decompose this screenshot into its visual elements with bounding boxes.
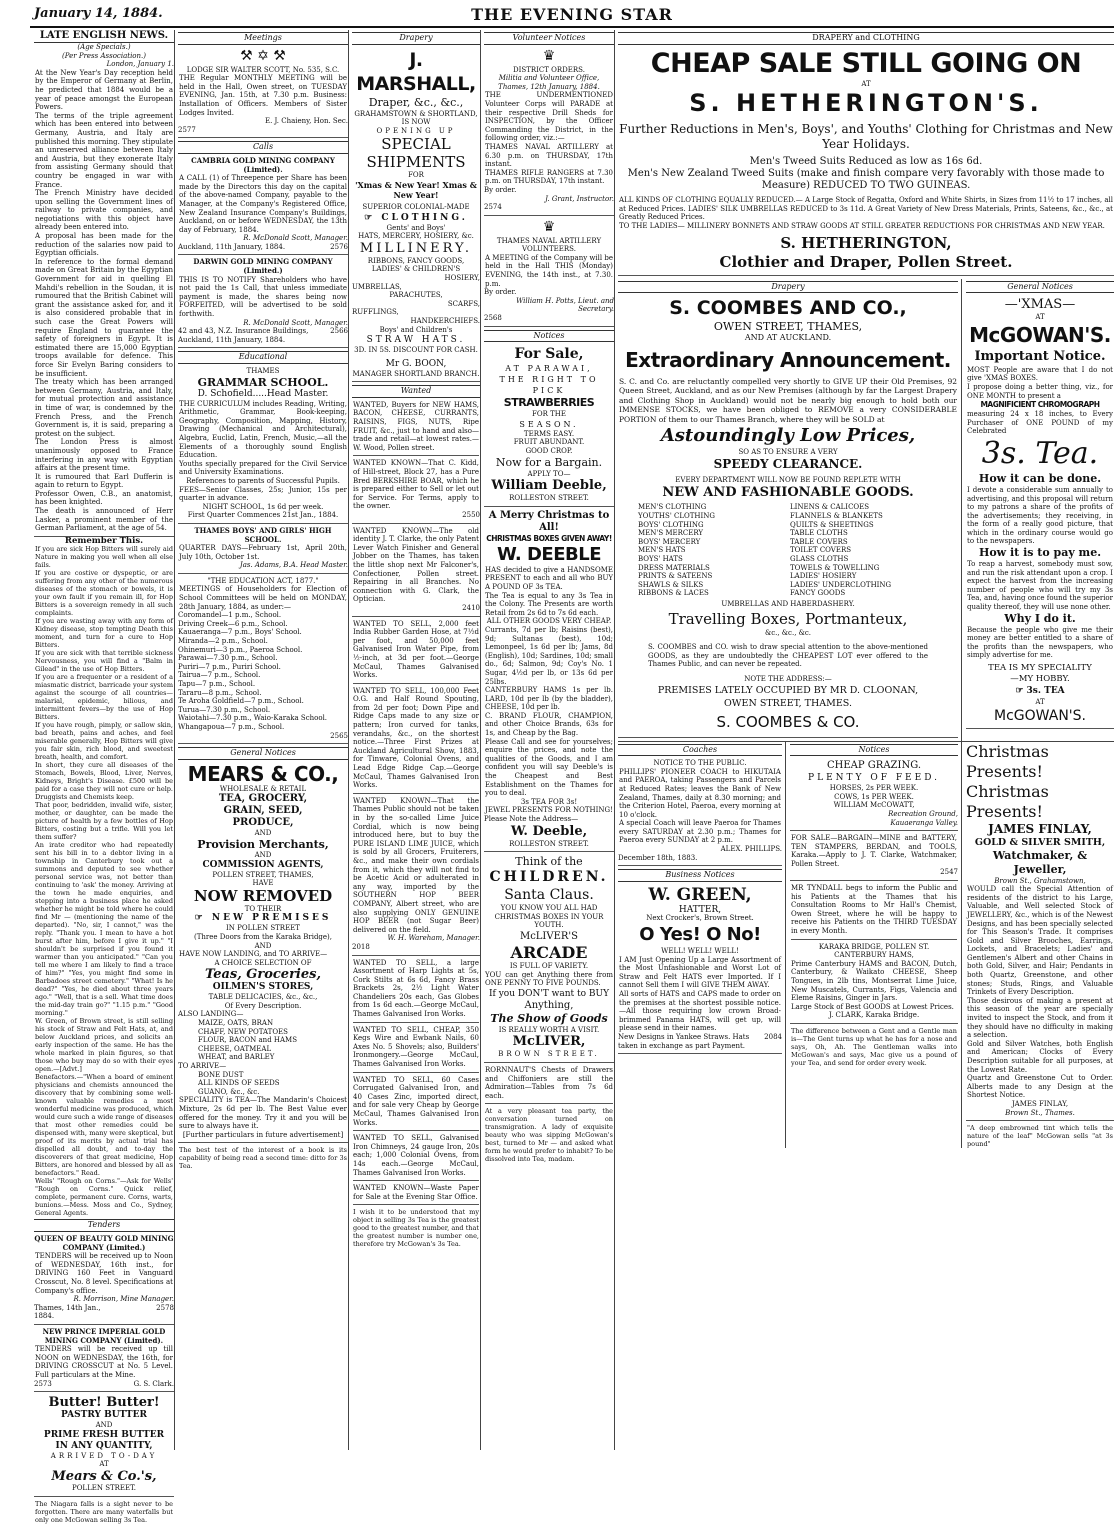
remember-paragraph: If you are wasting away with any form of Kidney disease, stop tempting Death this moment, and turn for a cure to Hop Bitters. (35, 617, 173, 650)
news-paragraph: A proposal has been made for the reduction of the salaries now paid to Egyptian officials. (35, 232, 173, 258)
section-header-notices2: Notices (790, 744, 958, 757)
news-title: LATE ENGLISH NEWS. (34, 30, 174, 43)
section-header-meetings: Meetings (178, 32, 348, 45)
mears-ad: MEARS & CO., WHOLESALE & RETAIL TEA, GROCERY, GRAIN, SEED, PRODUCE, AND Provision Merchants, AND COMMISSION AGENTS, POLLEN STREET, THAMES, HAVE NOW REMOVED TO THEIR ☞ NEW PREMISES IN POLLEN STREET (Three Doors from the Karaka Bridge), AND HAVE NOW LANDING, and TO ARRIVE— A CHOICE SELECTION OF Teas, Groceries, OILMEN'S STORES, TABLE DELICACIES, &c., &c., Of Every Description. ALSO LANDING— MAIZE, OATS, BRAN CHAFF, NEW POTATOES FLOUR, BACON and HAMS CHEESE, OATMEAL WHEAT, and BARLEY TO ARRIVE— BONE DUST ALL KINDS OF SEEDS GUANO, &c., &c. SPECIALITY is TEA—The Mandarin's Choicest Mixture, 2s 6d per lb. The Best Value ever offered for the money. Try it and you will be sure to always have it. [Further particulars in future advertisement] (178, 763, 348, 1144)
coaches-business-column (618, 742, 786, 1149)
cambria-call: CAMBRIA GOLD MINING COMPANY (Limited). A CALL (1) of Threepence per Share has been made by the Directors this day on the capital of the above-named Company, payable to the Manager, at the Company's Registered Office, New Zealand Insurance Company's Buildings, Auckland, on or before WEDNESDAY, the 13th day of February, 1884. R. McDonald Scott, Manager. Auckland, 11th January, 1884. 2576 (178, 157, 348, 256)
news-paragraph: The treaty which has been arranged between Germany, Austria, and Italy, for mutual protection and assistance in time of war, is condemned by the French Press, and the French Government is, it is said, preparing a protest on the subject. (35, 378, 173, 438)
news-paragraph: The London Press is almost unanimously opposed to France interfering in any way with Egyptian affairs at the present time. (35, 438, 173, 473)
news-sub1: (Age Specials.) (77, 43, 131, 51)
darwin-notice: DARWIN GOLD MINING COMPANY (Limited.) THIS IS TO NOTIFY Shareholders who have not paid the 1s Call, that unless immediate payment is made, the shares being now FORFEITED, will be advertised to be sold forthwith. R. McDonald Scott, Manager. 42 and 43, N.Z. Insurance Buildings, Auckland, 11th January, 1884. 2566 (178, 258, 348, 348)
section-header-coaches: Coaches (618, 744, 782, 757)
remember-paragraph: If you are a frequenter or a resident of a miasmatic district, barricade your system against the scourge of all countries—malarial, epidemic, bilious, and intermittent fevers—by the use of Hop Bitters. (35, 673, 173, 722)
rornaut-ad: RORNNAUT'S Chests of Drawers and Chiffoniers are still the Admiration—Tables from 7s 6d each. (485, 1066, 613, 1104)
column-drapery (352, 30, 481, 1450)
advt-paragraph: Benefactors.—"When a board of eminent physicians and chemists announced the discovery that by combining some well-known valuable remedies a most wonderful medicine was produced, which would cure such a wide range of diseases that most other remedies could be dispensed with, many were skeptical, but proof of its merits by actual trial has dispelled all doubt, and to-day the discoverers of that great medicine, Hop Bitters, are honored and blessed by all as benefactors." Read. (35, 1073, 173, 1178)
wanted-ad: WANTED, Buyers for NEW HAMS, BACON, CHEESE, CURRANTS, RAISINS, FIGS, NUTS, Ripe FRUIT, &c., just to hand and also—trade and retail—at lowest rates.—W. Wood, Pollen street. (353, 401, 479, 457)
grazing-ad: CHEAP GRAZING. PLENTY OF FEED. HORSES, 2s PER WEEK. COWS, 1s PER WEEK. WILLIAM McCOWATT, Recreation Ground, Kauaeranga Valley. (790, 759, 958, 831)
coach-notice: NOTICE TO THE PUBLIC. PHILLIPS' PIONEER COACH to HIKUTAIA and PAEROA, taking Passengers and Parcels at Reduced Rates; leaves the Bank of New Zealand, Thames, daily at 8.30 morning; and the Criterion Hotel, Paeroa, every morning at 10 o'clock. A special Coach will leave Paeroa for Thames every SATURDAY at 2.30 p.m.; Thames for Paeroa every SUNDAY at 2 p.m. ALEX. PHILLIPS. December 18th, 1883. (618, 759, 782, 866)
news-paragraph: The terms of the triple agreement which has been entered into between Germany, Austria, and Italy are published this morning. They stipulate an unreserved alliance between Italy and Austria, but they exonerate Italy from assisting Germany should that country be engaged in war with France. (35, 111, 173, 189)
mine-sale-ad: FOR SALE—BARGAIN—MINE and BATTERY, TEN STAMPERS, BERDAN, and TOOLS, Karaka.—Apply to J. T. Clarke, Watchmaker, Pollen Street. 2547 (790, 834, 958, 881)
gent-paragraph: The difference between a Gent and a Gentle man is—The Gent turns up what he has for a nose and says, Oh, Ah. The Gentleman walks into McGowan's and says, Mac give us a pound of your Tea, and send for order every week. (791, 1026, 957, 1067)
column-news (34, 30, 175, 1524)
column-volunteer (484, 30, 615, 1450)
advt-paragraph: W. Green, of Brown street, is still selling his stock of Straw and Felt Hats, at, and below Auckland prices, and solicits an early inspection of the same. He has the whole marked in plain figures, so that those who buy may do so with their eyes open.—[Advt.] (35, 1017, 173, 1074)
education-act-notice: "THE EDUCATION ACT, 1877." MEETINGS of Householders for Election of School Committees will be held on MONDAY, 28th January, 1884, as under:— Coromandel—1 p.m., School. Driving Creek—6 p.m., School. Kauaeranga—7 p.m., Boys' School. Miranda—2 p.m., School. Ohinemuri—3 p.m., Paeroa School. Parawai—7.30 p.m., School. Puriri—7 p.m., Puriri School. Tairua—7 p.m., School. Tapu—7 p.m., School. Tararu—8 p.m., School. Te Aroha Goldfield—7 p.m., School. Turua—7.30 p.m., School. Waiotahi—7.30 p.m., Waio-Karaka School. Whangapoua—7 p.m., School. 2565 (178, 577, 348, 744)
hetherington-ad: CHEAP SALE STILL GOING ON AT S. HETHERINGTON'S. Further Reductions in Men's, Boys', and Youths' Clothing for Christmas and New Year Holidays. Men's Tweed Suits Reduced as low as 16s 6d. Men's New Zealand Tweed Suits (make and finish compare very favorably with those made to Measure) REDUCED TO TWO GUINEAS. ALL KINDS OF CLOTHING EQUALLY REDUCED.— A Large Stock of Regatta, Oxford and White Shirts, in Sizes from 11½ to 17 inches, all at Reduced Prices. LADIES' SILK UMBRELLAS REDUCED to 3s 11d. A Great Variety of New Dress Materials, Prints, Sateens, &c., &c., at Greatly Reduced Prices. TO THE LADIES— MILLINERY BONNETS AND STRAW GOODS AT STILL GREATER REDUCTIONS FOR CHRISTMAS AND NEW YEAR. S. HETHERINGTON, Clothier and Draper, Pollen Street. (618, 48, 1114, 276)
goods-list: MEN'S CLOTHING YOUTHS' CLOTHING BOYS' CLOTHING MEN'S MERCERY BOYS' MERCERY MEN'S HATS BOYS' HATS DRESS MATERIALS PRINTS & SATEENS SHAWLS & SILKS RIBBONS & LACES LINENS & CALICOES FLANNELS & BLANKETS QUILTS & SHEETINGS TABLE CLOTHS TABLE COVERS TOILET COVERS GLASS CLOTHS TOWELS & TOWELLING LADIES' HOSIERY LADIES' UNDERCLOTHING FANCY GOODS (638, 503, 892, 598)
district-orders: ♛ DISTRICT ORDERS. Militia and Volunteer Office, Thames, 12th January, 1884. THE UNDERMENTIONED Volunteer Corps will PARADE at their respective Drill Sheds for INSPECTION, by the Officer Commanding the District, in the following order, viz.:— THAMES NAVAL ARTILLERY at 6.30 p.m. on THURSDAY, 17th instant. THAMES RIFLE RANGERS at 7.30 p.m. on THURSDAY, 17th instant. By order. J. Grant, Instructor. 2574 (484, 48, 614, 216)
remember-title: Remember This. (34, 536, 174, 546)
pointing-hand-icon: ☞ (1015, 686, 1027, 696)
wanted-ad: WANTED TO SELL, a large Assortment of Harp Lights at 5s, Cork Stilts at 6s 6d, Fancy Brass Brackets 2s, 2½ Light Water Chandeliers 20s each, Gas Globes from 1s 6d each.—George McCaul, Thames Galvanised Iron Works. (353, 959, 479, 1023)
school-list: Coromandel—1 p.m., School. Driving Creek—6 p.m., School. Kauaeranga—7 p.m., Boys' School. Miranda—2 p.m., School. Ohinemuri—3 p.m., Paeroa School. Parawai—7.30 p.m., School. Puriri—7 p.m., Puriri School. Tairua—7 p.m., School. Tapu—7 p.m., School. Tararu—8 p.m., School. Te Aroha Goldfield—7 p.m., School. Turua—7.30 p.m., School. Waiotahi—7.30 p.m., Waio-Karaka School. Whangapoua—7 p.m., School. (178, 611, 328, 731)
notices-column (790, 742, 962, 1149)
anecdote-paragraph: An irate creditor who had repeatedly sent his bill in to a debtor living in a township in Canterbury took out a summons and deputed to see whether personal service was, not better than continuing to 'ask' the money. Arriving at the town he made enquiries, and stepping into a business place he asked whether he might be told where he could find Mr — (mentioning the name of the departed). "No, sir, I cannot," was the reply. "Thank you. I mean to have a hot burst after him, before I give it up." "I shouldn't be surprised if you found it warmer than you anticipated." "Can you tell me where I am likely to find a trace of him?" "Yes, you might find some in Barbadoes street cemetery." "What! Is he dead?" "Yes, he died about three years ago." "Well, that is a sell. What time does the mid-day train go?" "1.15 p.m." "Good morning." (35, 841, 173, 1018)
wanted-ad: WANTED TO SELL, 100,000 Feet O.G. and Half Round Spouting, from 2d per foot; Down Pipe and Ridge Caps made to any size or pattern; Iron curved for tanks, verandahs, &c., on the shortest notice.—Three First Prizes at Auckland Agricultural Show, 1883, for Tinware, Colonial Ovens, and Lead Edge Ridge Cap.—George McCaul, Thames Galvanised Iron Works. (353, 687, 479, 794)
section-header-notices: Notices (484, 330, 614, 343)
masthead (30, 4, 1114, 28)
news-paragraph: Professor Owen, C.B., an anatomist, has been knighted. (35, 489, 173, 507)
masonic-emblem-icon: ⚒ ✡ ⚒ (240, 47, 286, 64)
pointing-hand-icon: ☞ (364, 212, 382, 223)
section-header-wanted: Wanted (352, 385, 480, 398)
wanted-ad: WANTED TO SELL, CHEAP, 350 Kegs Wire and Ewbank Nails, 60 Axes No. 5 Shovels; also, Builders' Ironmongery.—George McCaul, Thames Galvanised Iron Works. (353, 1026, 479, 1073)
section-header-volunteer: Volunteer Notices (484, 32, 614, 45)
tender-queen-of-beauty: QUEEN OF BEAUTY GOLD MINING COMPANY (Limited.) TENDERS will be received up to Noon of WEDNESDAY, 16th inst., for DRIVING 160 Feet in Vanguard Crosscut, No. 8 level. Specifications at Company's office. R. Morrison, Mine Manager. Thames, 14th Jan., 1884. 2578 (34, 1235, 174, 1325)
wanted-ad: WANTED TO SELL, Galvanised Iron Chimneys, 24 gauge Iron, 20s each; 1,000 Colonial Ovens, from 14s each.—George McCaul, Thames Galvanised Iron Works. (353, 1134, 479, 1181)
wanted-ad: WANTED KNOWN—The old identity J. T. Clarke, the only Patent Lever Watch Finisher and General Jobber on the Thames, has taken the little shop next Mr Falconer's, Confectioner, Pollen street. Repairing in all Branches. No connection with G. Clark, the Optician. 2410 (352, 527, 480, 617)
remember-paragraph: If you are costive or dyspeptic, or are suffering from any other of the numerous diseases of the stomach or bowels, it is your own fault if you remain ill, for Hop Bitters is a sovereign remedy in all such complaints. (35, 569, 173, 618)
wish-paragraph: I wish it to be understood that my object in selling 3s Tea is the greatest good to the greatest number, and that the greatest number is number one, therefore try McGowan's 3s Tea. (353, 1208, 479, 1249)
section-header-tenders: Tenders (34, 1219, 174, 1232)
news-paragraph: At the New Year's Day reception held by the Emperor of Germany at Berlin, he predicted that 1884 would be a year of peace amongst the European Powers. (35, 68, 173, 112)
marshall-ad: J. MARSHALL, Draper, &c., &c., GRAHAMSTOWN & SHORTLAND, IS NOW OPENING UP SPECIAL SHIPMENTS FOR 'Xmas & New Year! Xmas & New Year! SUPERIOR COLONIAL-MADE ☞ CLOTHING. Gents' and Boys' HATS, MERCERY, HOSIERY, &c. MILLINERY. RIBBONS, FANCY GOODS, LADIES' & CHILDREN'S HOSIERY, UMBRELLAS, PARACHUTES, SCARFS, RUFFLINGS, HANDKERCHIEFS. Boys' and Children's STRAW HATS. 3D. IN 5S. DISCOUNT FOR CASH. Mr G. BOON, MANAGER SHORTLAND BRANCH. (352, 48, 480, 383)
tender-new-prince-imperial: NEW PRINCE IMPERIAL GOLD MINING COMPANY (Limited). TENDERS will be received up till NOON on WEDNESDAY, the 16th, for DRIVING CROSSCUT at No. 5 Level. Full particulars at the Mine. 2573 G. S. Clark. (34, 1328, 174, 1392)
remember-paragraph: That poor, bedridden, invalid wife, sister, mother, or daughter, can be made the picture of health by a few bottles of Hop Bitters, costing but a trifle. Will you let them suffer? (35, 801, 173, 842)
news-sub2: (Per Press Association.) (62, 51, 146, 60)
crown-crest-icon: ♛ (542, 218, 556, 235)
grammar-school-ad: THAMES GRAMMAR SCHOOL. D. Schofield.....Head Master. THE CURRICULUM includes Reading, Writing, Arithmetic, Grammar, Book-keeping, Geography, Composition, Mapping, History, Drawing (Mechanical and Architectural), Algebra, Euclid, Latin, French, Music,—all the Elements of a thoroughly sound English Education. Youths specially prepared for the Civil Service and University Examinations. References to parents of Successful Pupils. FEES—Senior Classes, 25s; Junior, 15s per quarter in advance. NIGHT SCHOOL, 1s 6d per week. First Quarter Commences 21st Jan., 1884. (178, 367, 348, 524)
news-paragraph: It is rumoured that Earl Dufferin is again to return to Egypt. (35, 472, 173, 490)
section-header-general-notices2: General Notices (966, 281, 1114, 294)
tea-party-paragraph: At a very pleasant tea party, the conversation turned on transmigration. A lady of exquisite beauty who was sipping McGowan's best, turned to Mr — and asked what form he would prefer to inhabit? To be dissolved into Tea, madam. (485, 1107, 613, 1164)
tyndall-ad: MR TYNDALL begs to inform the Public and his Patients at the Thames that his Consultation Rooms to Mr Hall's Chemist, Owen Street, where he will be happy to receive his Patients on the THIRD TUESDAY in every Month. (791, 884, 957, 940)
wanted-ad: WANTED KNOWN—Waste Paper for Sale at the Evening Star Office. (353, 1184, 479, 1205)
issue-date: January 14, 1884. (34, 6, 163, 21)
crown-crest-icon: ♛ (542, 47, 556, 64)
pointing-hand-icon: ☞ (194, 913, 212, 924)
finlay-column (966, 742, 1114, 1149)
wanted-ad: WANTED KNOWN—That C. Kidd, of Hill-street, Block 27, has a Pure Bred BERKSHIRE BOAR, which he is prepared either to Sell or let out for Service. For Terms, apply to the owner. 2550 (352, 459, 480, 523)
section-header-educational: Educational (178, 351, 348, 364)
butter-ad: Butter! Butter! PASTRY BUTTER AND PRIME FRESH BUTTER IN ANY QUANTITY, ARRIVED TO-DAY AT Mears & Co.'s, POLLEN STREET. (34, 1395, 174, 1496)
embrowned-paragraph: "A deep embrowned tint which tells the nature of the leaf" McGowan sells "at 3s pound" (967, 1124, 1113, 1149)
news-paragraph: The French Ministry have decided upon selling the Government lines of railway to private companies, and negotiations with this object have already been entered into. (35, 189, 173, 232)
column-clothing (618, 30, 1114, 1450)
finlay-ad: Christmas Presents! Christmas Presents! JAMES FINLAY, GOLD & SILVER SMITH, Watchmaker, & Jeweller, Brown St., Grahamstown, WOULD call the Special Attention of residents of the district to his Large, Valuable, and Well selected Stock of JEWELLERY, &c., which is of the Newest Designs, and has been specially selected for This Season's Trade. It comprises Gold and Silver Brooches, Earrings, Lockets, and Bracelets; Ladies' and Gentlemen's Albert and other Chains in both Gold, Silver, and Hair; Pendants in both Quartz, Greenstone, and other stones; Studs, Rings, and Valuable Trinkets of Every Description. Those desirous of making a present at this season of the year are specially invited to inspect the Stock, and from it they should have no difficulty in making a selection. Gold and Silver Watches, both English and American; Clocks of Every Description suitable for all purposes, at the Lowest Rate. Quartz and Greenstone Cut to Order. Alberts made to any Design at the Shortest Notice. JAMES FINLAY, Brown St., Thames. (966, 742, 1114, 1122)
section-header-drapery: Drapery (352, 32, 480, 45)
advt-paragraph: Wells' "Rough on Corns."—Ask for Wells' "Rough on Corns." Quick relief, complete, permanent cure. Corns, warts, bunions.—Mess. Moss and Co., Sydney, General Agents. (35, 1177, 173, 1218)
lodge-notice: ⚒ ✡ ⚒ LODGE SIR WALTER SCOTT, No. 535, S.C. THE Regular MONTHLY MEETING will be held in the Hall, Owen street, on TUESDAY EVENING, Jan. 15th, at 7.30 p.m. Business: Installation of Officers. Members of Sister Lodges Invited. E. J. Chaieny, Hon. Sec. 2577 (178, 48, 348, 139)
mcgowan-ad: —'XMAS— AT McGOWAN'S. Important Notice. MOST People are aware that I do not give 'XMAS BOXES. I propose doing a better thing, viz., for ONE MONTH to present a MAGNIFICIENT CHROMOGRAPH measuring 24 x 18 inches, to Every Purchaser of ONE POUND of my Celebrated 3s. Tea. How it can be done. I devote a considerable sum annually to advertising, and this proposal will return to my patrons a share of the profits of the advertisements; they receiving, in the form of a really good picture, that which in the ordinary course would go to the newspapers. How it is to pay me. To reap a harvest, somebody must sow, and run the risk attendant upon a crop. I expect the harvest from the increasing number of people who will try my 3s Tea, and, having once found the superior quality thereof, they will use none other. Why I do it. Because the people who give me their money are better entitled to a share of the profits than the newspapers, who simply advertise for me. TEA IS MY SPECIALITY —MY HOBBY. ☞ 3s. TEA AT McGOWAN'S. (966, 296, 1114, 728)
section-header-business: Business Notices (618, 869, 782, 882)
wanted-ad: WANTED KNOWN—That the Thames Public should not be taken in by the so-called Lime Juice Cordial, which is now being introduced here, but to buy the PURE ISLAND LIME JUICE, which is sold by all Grocers, Fruiterers, &c., and make their own cordials from it, which they will not find to be Acetic Acid or adulterated in any way, imported by the SOUTHERN HOP BEER COMPANY, Albert street, who are also supplying ONLY GENUINE HOP BEER (not Sugar Beer) delivered on the field. W. H. Wareham, Manager. 2018 (352, 797, 480, 956)
coombes-ad: S. COOMBES AND CO., OWEN STREET, THAMES, AND AT AUCKLAND. Extraordinary Announcement. S. C. and Co. are reluctantly compelled very shortly to GIVE UP their Old Premises, 92 Queen Street, Auckland, and as our New Premises (although by far the Largest Drapery and Clothing Shop in Auckland) would not be nearly big enough to hold both our IMMENSE STOCKS, we have been obliged to REMOVE a very CONSIDERABLE PORTION of them to our Thames Branch, where they will be SOLD at Astoundingly Low Prices, SO AS TO ENSURE A VERY SPEEDY CLEARANCE. EVERY DEPARTMENT WILL NOW BE FOUND REPLETE WITH NEW AND FASHIONABLE GOODS. MEN'S CLOTHING YOUTHS' CLOTHING BOYS' CLOTHING MEN'S MERCERY BOYS' MERCERY MEN'S HATS BOYS' HATS DRESS MATERIALS PRINTS & SATEENS SHAWLS & SILKS RIBBONS & LACES LINENS & CALICOES FLANNELS & BLANKETS QUILTS & SHEETINGS TABLE CLOTHS TABLE COVERS TOILET COVERS GLASS CLOTHS TOWELS & TOWELLING LADIES' HOSIERY LADIES' UNDERCLOTHING FANCY GOODS UMBRELLAS AND HABERDASHERY. Travelling Boxes, Portmanteux, &c., &c., &c. S. COOMBES and CO. wish to draw special attention to the above-mentioned GOODS, as they are undoubtedly the CHEAPEST LOT ever offered to the Thames Public, and can never be repeated. NOTE THE ADDRESS:— PREMISES LATELY OCCUPIED BY MR D. CLOONAN, OWEN STREET, THAMES. S. COOMBES & CO. (618, 296, 958, 737)
strawberries-ad: For Sale, AT PARAWAI, THE RIGHT TO PICK STRAWBERRIES FOR THE SEASON. TERMS EASY. FRUIT ABUNDANT. GOOD CROP. Now for a Bargain. APPLY TO— William Deeble, ROLLESTON STREET. (484, 345, 614, 507)
news-paragraph: The death is announced of Herr Lasker, a prominent member of the German Parliament, at the age of 54. (35, 507, 173, 533)
niagara-paragraph: The Niagara falls is a sight never to be forgotten. There are many waterfalls but only one McGowan selling 3s Tea. (35, 1499, 173, 1524)
naval-artillery-notice: ♛ THAMES NAVAL ARTILLERY VOLUNTEERS. A MEETING of the Company will be held in the Hall THIS (Monday) EVENING, the 14th inst., at 7.30. p.m. By order. William H. Potts, Lieut. and Secretary. 2568 (484, 219, 614, 327)
deeble-christmas-ad: A Merry Christmas to All! CHRISTMAS BOXES GIVEN AWAY! W. DEEBLE HAS decided to give a HANDSOME PRESENT to each and all who BUY A POUND OF 3s TEA. The Tea is equal to any 3s Tea in the Colony. The Presents are worth Retail from 2s 6d to 7s 6d each. ALL OTHER GOODS VERY CHEAP. Currants, 7d per lb; Raisins (best), 9d; Sultanas (best), 10d; Lemonpeel, 1s 6d per lb; Jams, 8d (English), 10d; Sardines, 10d; small do., 6d; Salmon, 9d; Coy's No. 1 Sugar, 4½d per lb, or 13s 6d per 25lbs. CANTERBURY HAMS 1s per lb. LARD, 10d per lb (by the bladder), CHEESE, 10d per lb. C. BRAND FLOUR, CHAMPION, and other Choice Brands, 63s for 1s, and Cheap by the Bag. Please Call and see for yourselves; enquire the prices, and note the qualities of the Goods, and I am confident you will say Deeble's is the Cheapest and Best Establishment on the Thames for you to deal. 3s TEA FOR 3s! JEWEL PRESENTS FOR NOTHING! Please Note the Address— W. Deeble, ROLLESTON STREET. (484, 510, 614, 852)
paper-title: THE EVENING STAR (471, 5, 673, 24)
coombes-column (618, 279, 962, 741)
remember-paragraph: If you have rough, pimply, or sallow skin, bad breath, pains and aches, and feel miserable generally, Hop Bitters will give you fair skin, rich blood, and sweetest breath, health, and comfort. (35, 721, 173, 762)
section-header-general-notices: General Notices (178, 747, 348, 760)
section-header-drapery2: Drapery (618, 281, 958, 294)
section-header-drapery-clothing: DRAPERY and CLOTHING (618, 32, 1114, 45)
remember-paragraph: If you are sick with that terrible sickness Nervousness, you will find a "Balm in Gilead" in the use of Hop Bitters. (35, 649, 173, 674)
remember-paragraph: If you are sick Hop Bitters will surely aid Nature in making you well when all else fails. (35, 545, 173, 570)
mcgowan-column (966, 279, 1114, 741)
clark-hams-ad: KARAKA BRIDGE, POLLEN ST. CANTERBURY HAMS, Prime Canterbury HAMS and BACON, Dutch, Canterbury, & Waikato CHEESE, Sheep Tongues, in 2lb tins, Montserrat Lime Juice, New Muscatels, Currants, Figs, Valencia and Eleme Raisins, Ginger in Jars. Large Stock of Best GOODS at Lowest Prices. J. CLARK, Karaka Bridge. (790, 943, 958, 1024)
green-hatter-ad: W. GREEN, HATTER, Next Crocker's, Brown Street. O Yes! O No! WELL! WELL! WELL! I AM Just Opening Up a Large Assortment of the Most Unfashionable and Worst Lot of Straw and Felt HATS ever Imported. If I cannot Sell them I will GIVE THEM AWAY. All sorts of HATS and CAPS made to order on the premises at the shortest possible notice.—All those requiring low crown Broad-brimmed Panama HATS, will get up, will please send in their names. New Designs in Yankee Straws. Hats taken in exchange as part Payment. 2084 (618, 885, 782, 1054)
news-dateline: London, January 1. (106, 60, 174, 69)
news-paragraph: In reference to the formal demand made on Great Britain by the Egyptian Government for aid in quelling El Mahdi's rebellion in the Soudan, it is rumoured that the British Cabinet will grant the assistance asked for, and it is also considered probable that in such case the Great Powers will require England to guarantee the safety of foreigners in Egypt. It is estimated there are 15,000 Egyptian troops available for defence. This force Sir Evelyn Baring considers to be insufficient. (35, 257, 173, 378)
section-header-calls: Calls (178, 141, 348, 154)
wanted-ad: WANTED TO SELL, 60 Cases Corrugated Galvanised Iron, and 40 Cases Zinc, imported direct, and for sale very Cheap by George McCaul, Thames Galvanised Iron Works. (353, 1076, 479, 1132)
remember-paragraph: In short, they cure all diseases of the Stomach, Bowels, Blood, Liver, Nerves, Kidneys, Bright's Disease. £500 will be paid for a case they will not cure or help. Druggists and Chemists keep. (35, 761, 173, 802)
mcliver-arcade-ad: Think of the CHILDREN. Santa Claus. YOU KNOW YOU ALL HAD CHRISTMAS BOXES IN YOUR YOUTH. McLIVER'S ARCADE IS FULL OF VARIETY. YOU can get Anything there from ONE PENNY TO FIVE POUNDS. If you DON'T want to BUY Anything, The Show of Goods IS REALLY WORTH A VISIT. McLIVER, BROWN STREET. (484, 855, 614, 1063)
book-test-paragraph: The best test of the interest of a book is its capability of being read a second time: ditto for 3s Tea. (179, 1146, 347, 1171)
wanted-ad: WANTED TO SELL, 2,000 feet India Rubber Garden Hose, at 7½d per foot, and 50,000 feet Galvanised Iron Water Pipe, from ½-inch, at 3d per foot.—George McCaul, Thames Galvanised Works. (353, 620, 479, 684)
high-school-ad: THAMES BOYS' AND GIRLS' HIGH SCHOOL. QUARTER DAYS—February 1st, April 20th, July 10th, October 1st. Jas. Adams, B.A. Head Master. (178, 527, 348, 574)
column-meetings (178, 30, 349, 1450)
